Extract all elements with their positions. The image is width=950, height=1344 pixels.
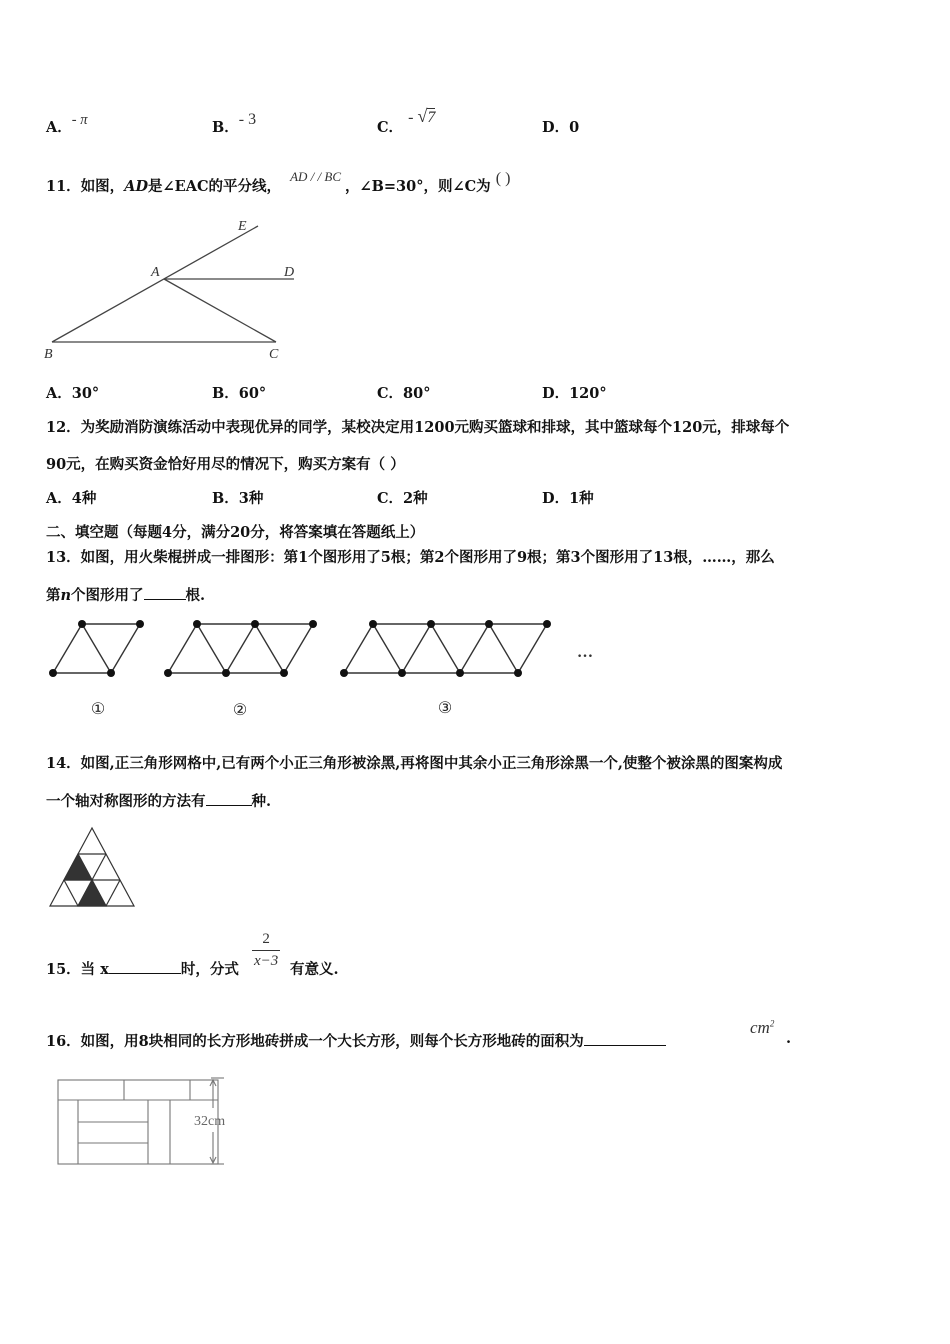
q13-n: n (60, 587, 72, 604)
fig-label-3: ③ (437, 700, 453, 717)
option-value: - π (71, 112, 88, 128)
q12-option-b: B．3种 (212, 490, 264, 507)
line-be (52, 226, 258, 342)
q16-period: . (786, 1030, 792, 1047)
answer-blank[interactable] (206, 805, 252, 806)
q14-line-2 (46, 790, 271, 811)
ellipsis: … (577, 644, 593, 661)
q16-text: 16．如图，用8块相同的长方形地砖拼成一个大长方形，则每个长方形地砖的面积为 (46, 1033, 584, 1050)
numerator: 2 (262, 931, 270, 947)
q15-text-1: 15．当 x (46, 961, 109, 978)
option-value: 0 (569, 119, 580, 136)
q16-tile-figure (52, 1074, 252, 1170)
q14-line-1: 14．如图,正三角形网格中,已有两个小正三角形被涂黑,再将图中其余小正三角形涂黑一个,使整个被涂黑的图案构成 (46, 755, 783, 772)
fig-label-2: ② (232, 702, 248, 719)
q11-option-c: C．80° (377, 385, 431, 402)
q10-option-a (46, 112, 88, 137)
answer-blank[interactable] (144, 599, 186, 600)
q15-stem (46, 958, 239, 979)
unit-base: cm (750, 1018, 770, 1037)
q12-option-d: D．1种 (542, 490, 594, 507)
q13-text-3: 根. (185, 587, 206, 604)
q13-line-2 (46, 584, 205, 605)
option-label: C． (377, 119, 404, 136)
q11-stem (46, 169, 511, 196)
q11-option-d: D．120° (542, 385, 607, 402)
option-value: - 3 (238, 111, 257, 128)
option-label: A． (46, 119, 72, 136)
q14-triangle-grid (44, 826, 140, 910)
q12-option-a: A．4种 (46, 490, 97, 507)
q11-figure (40, 212, 310, 364)
q13-figure (40, 612, 600, 722)
answer-blank[interactable] (584, 1045, 666, 1046)
fig-label-1: ① (90, 701, 106, 718)
q11-text-2: 是∠EAC的平分线， (148, 178, 282, 195)
q15-text-2: 时，分式 (180, 961, 239, 978)
q12-line-1: 12．为奖励消防演练活动中表现优异的同学，某校决定用1200元购买篮球和排球，其中篮球每个120元，排球每个 (46, 419, 790, 436)
minus-sign: - (408, 109, 414, 126)
label-a: A (151, 265, 160, 280)
q11-text-3: ，∠B=30°，则∠C为 (345, 178, 491, 195)
q14-text-1: 一个轴对称图形的方法有 (46, 793, 206, 810)
q14-text-2: 种. (251, 793, 272, 810)
answer-paren: ( ) (495, 170, 511, 187)
label-e: E (238, 219, 247, 234)
q11-option-b: B．60° (212, 385, 267, 402)
label-b: B (44, 347, 53, 362)
q11-option-a: A．30° (46, 385, 100, 402)
q10-option-b (212, 111, 257, 137)
label-d: D (284, 265, 295, 280)
sqrt-icon: √ (417, 106, 428, 126)
dimension-label: 32cm (194, 1114, 226, 1129)
unit-exponent: 2 (769, 1018, 775, 1029)
q12-option-c: C．2种 (377, 490, 428, 507)
q13-line-1: 13．如图，用火柴棍拼成一排图形：第1个图形用了5根；第2个图形用了9根；第3个图形用了13根，……，那么 (46, 549, 775, 566)
option-label: B． (212, 119, 239, 136)
q11-text-1: 如图， (80, 178, 125, 195)
q12-line-2: 90元，在购买资金恰好用尽的情况下，购买方案有（ ） (46, 456, 405, 473)
radicand: 7 (427, 109, 436, 126)
denominator: x−3 (252, 950, 280, 970)
q15-text-3: 有意义. (290, 961, 339, 978)
q11-parallel-expression: AD / / BC (290, 169, 341, 184)
q11-ad: AD (124, 178, 149, 195)
answer-blank[interactable] (109, 973, 181, 974)
option-label: D． (542, 119, 570, 136)
option-value (408, 106, 436, 126)
q13-text-1: 第 (46, 587, 61, 604)
q13-text-2: 个图形用了 (71, 587, 144, 604)
question-number: 11． (46, 178, 81, 195)
q10-option-c (377, 106, 436, 137)
area-unit (750, 1018, 774, 1038)
label-c: C (269, 347, 279, 362)
section-title: 二、填空题（每题4分，满分20分，将答案填在答题纸上） (46, 524, 425, 541)
q16-stem (46, 1030, 666, 1051)
line-ac (164, 279, 276, 342)
q10-option-d (542, 116, 579, 137)
fraction (252, 931, 280, 970)
